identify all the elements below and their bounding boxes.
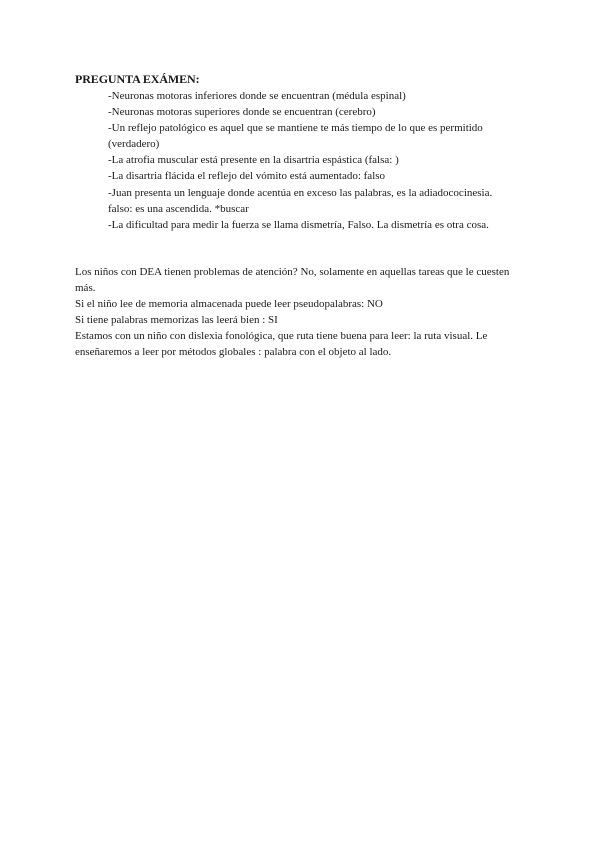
exam-question-list xyxy=(108,88,518,233)
exam-question-heading: PREGUNTA EXÁMEN: xyxy=(75,72,200,86)
list-item: -La dificultad para medir la fuerza se llama dismetría, Falso. La dismetría es otra cosa. xyxy=(108,218,489,231)
list-item: -Juan presenta un lenguaje donde acentúa en exceso las palabras, es la adiadococinesia. falso: es una ascendida. *buscar xyxy=(108,186,493,215)
list-item: -La atrofia muscular está presente en la disartria espástica (falsa: ) xyxy=(108,154,399,167)
list-item: -Neuronas motoras superiores donde se encuentran (cerebro) xyxy=(108,106,376,119)
note-paragraph: Si tiene palabras memorizas las leerá bien : SI xyxy=(75,314,278,327)
notes-section xyxy=(75,264,530,361)
list-item: -Un reflejo patológico es aquel que se mantiene te más tiempo de lo que es permitido (verdadero) xyxy=(108,122,483,151)
note-paragraph: Los niños con DEA tienen problemas de atención? No, solamente en aquellas tareas que le cuesten más. xyxy=(75,266,510,295)
list-item: -La disartria flácida el reflejo del vómito está aumentado: falso xyxy=(108,170,386,183)
note-paragraph: Si el niño lee de memoria almacenada puede leer pseudopalabras: NO xyxy=(75,298,383,311)
list-item: -Neuronas motoras inferiores donde se encuentran (médula espinal) xyxy=(108,90,406,102)
note-paragraph: Estamos con un niño con dislexia fonológica, que ruta tiene buena para leer: la ruta visual. Le enseñaremos a leer por métodos globales : palabra con el objeto al lado. xyxy=(75,330,488,359)
